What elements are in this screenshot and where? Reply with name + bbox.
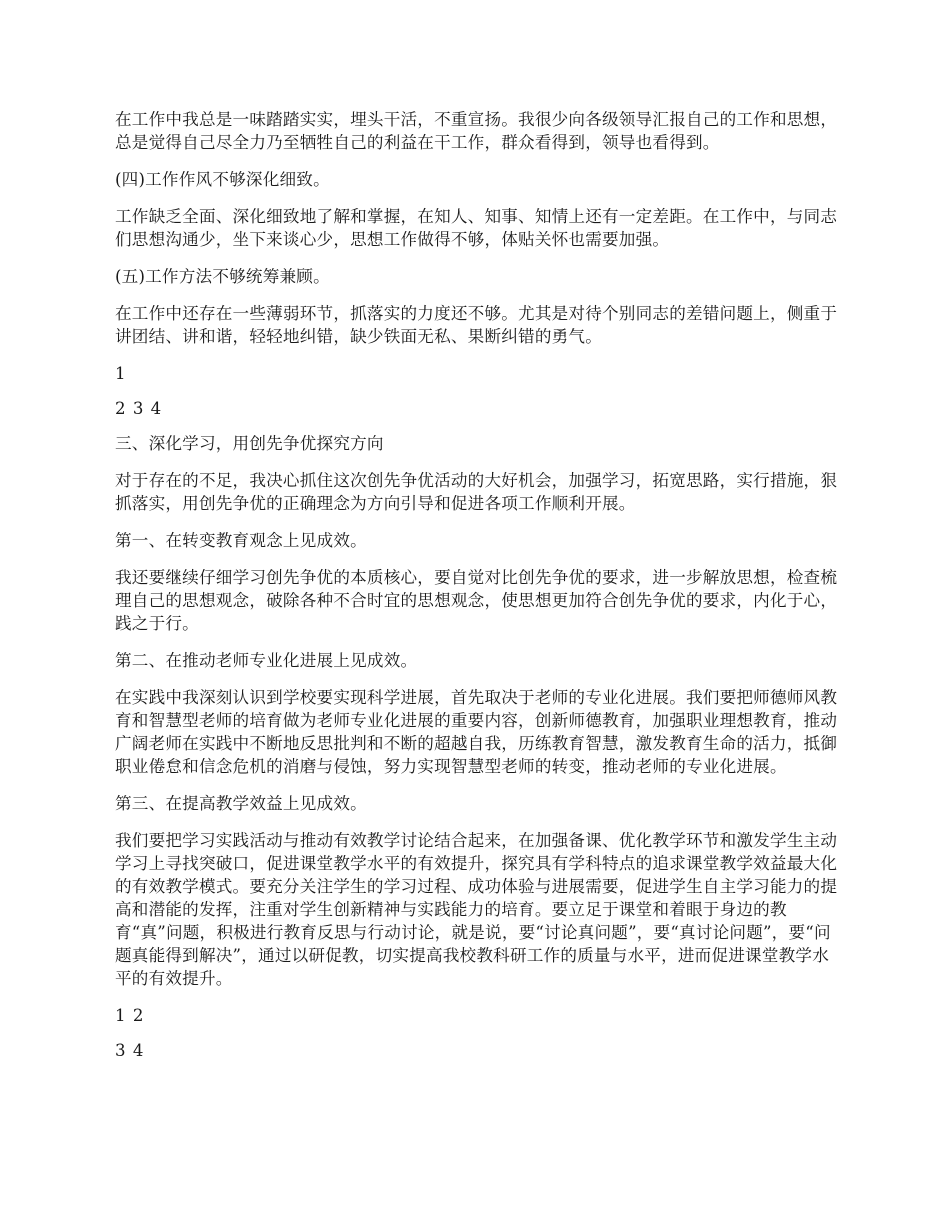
paragraph-work-method: 在工作中还存在一些薄弱环节，抓落实的力度还不够。尤其是对待个别同志的差错问题上，侧重于讲团结、讲和谐，轻轻地纠错，缺少铁面无私、果断纠错的勇气。 — [115, 304, 838, 346]
page-number-fragment: 2 3 4 — [115, 399, 163, 418]
heading-third-point: 第三、在提高教学效益上见成效。 — [115, 794, 367, 813]
paragraph-first-point: 我还要继续仔细学习创先争优的本质核心，要自觉对比创先争优的要求，进一步解放思想，检查梳理自己的思想观念，破除各种不合时宜的思想观念，使思想更加符合创先争优的要求，内化于心，践之于行。 — [115, 568, 838, 633]
heading-work-method: (五)工作方法不够统筹兼顾。 — [115, 267, 330, 286]
paragraph-second-point: 在实践中我深刻认识到学校要实现科学进展，首先取决于老师的专业化进展。我们要把师德师风教育和智慧型老师的培育做为老师专业化进展的重要内容，创新师德教育，加强职业理想教育，推动广阔老师在实践中不断地反思批判和不断的超越自我，历练教育智慧，激发教育生命的活力，抵御职业倦怠和信念危机的消磨与侵蚀，努力实现智慧型老师的转变，推动老师的专业化进展。 — [115, 688, 838, 776]
page-number-fragment: 1 2 — [115, 1006, 145, 1025]
paragraph-work-attitude: 在工作中我总是一味踏踏实实，埋头干活，不重宣扬。我很少向各级领导汇报自己的工作和思想，总是觉得自己尽全力乃至牺牲自己的利益在干工作，群众看得到，领导也看得到。 — [115, 110, 838, 152]
paragraph-work-style: 工作缺乏全面、深化细致地了解和掌握，在知人、知事、知情上还有一定差距。在工作中，与同志们思想沟通少，坐下来谈心少，思想工作做得不够，体贴关怀也需要加强。 — [115, 207, 838, 249]
page-number-fragment: 3 4 — [115, 1041, 145, 1060]
heading-second-point: 第二、在推动老师专业化进展上见成效。 — [115, 651, 418, 670]
paragraph-third-point: 我们要把学习实践活动与推动有效教学讨论结合起来，在加强备课、优化教学环节和激发学生主动学习上寻找突破口，促进课堂教学水平的有效提升，探究具有学科特点的追求课堂教学效益最大化的有效教学模式。要充分关注学生的学习过程、成功体验与进展需要，促进学生自主学习能力的提高和潜能的发挥，注重对学生创新精神与实践能力的培育。要立足于课堂和着眼于身边的教育“真”问题，积极进行教育反思与行动讨论，就是说，要“讨论真问题”，要“真讨论问题”，要“问题真能得到解决”，通过以研促教，切实提高我校教科研工作的质量与水平，进而促进课堂教学水平的有效提升。 — [115, 831, 838, 988]
heading-work-style: (四)工作作风不够深化细致。 — [115, 170, 330, 189]
paragraph-resolve: 对于存在的不足，我决心抓住这次创先争优活动的大好机会，加强学习，拓宽思路，实行措施，狠抓落实，用创先争优的正确理念为方向引导和促进各项工作顺利开展。 — [115, 471, 838, 513]
section-heading-deepen-study: 三、深化学习，用创先争优探究方向 — [115, 434, 384, 453]
heading-first-point: 第一、在转变教育观念上见成效。 — [115, 531, 367, 550]
document-page — [115, 108, 841, 1074]
page-number-fragment: 1 — [115, 364, 127, 383]
